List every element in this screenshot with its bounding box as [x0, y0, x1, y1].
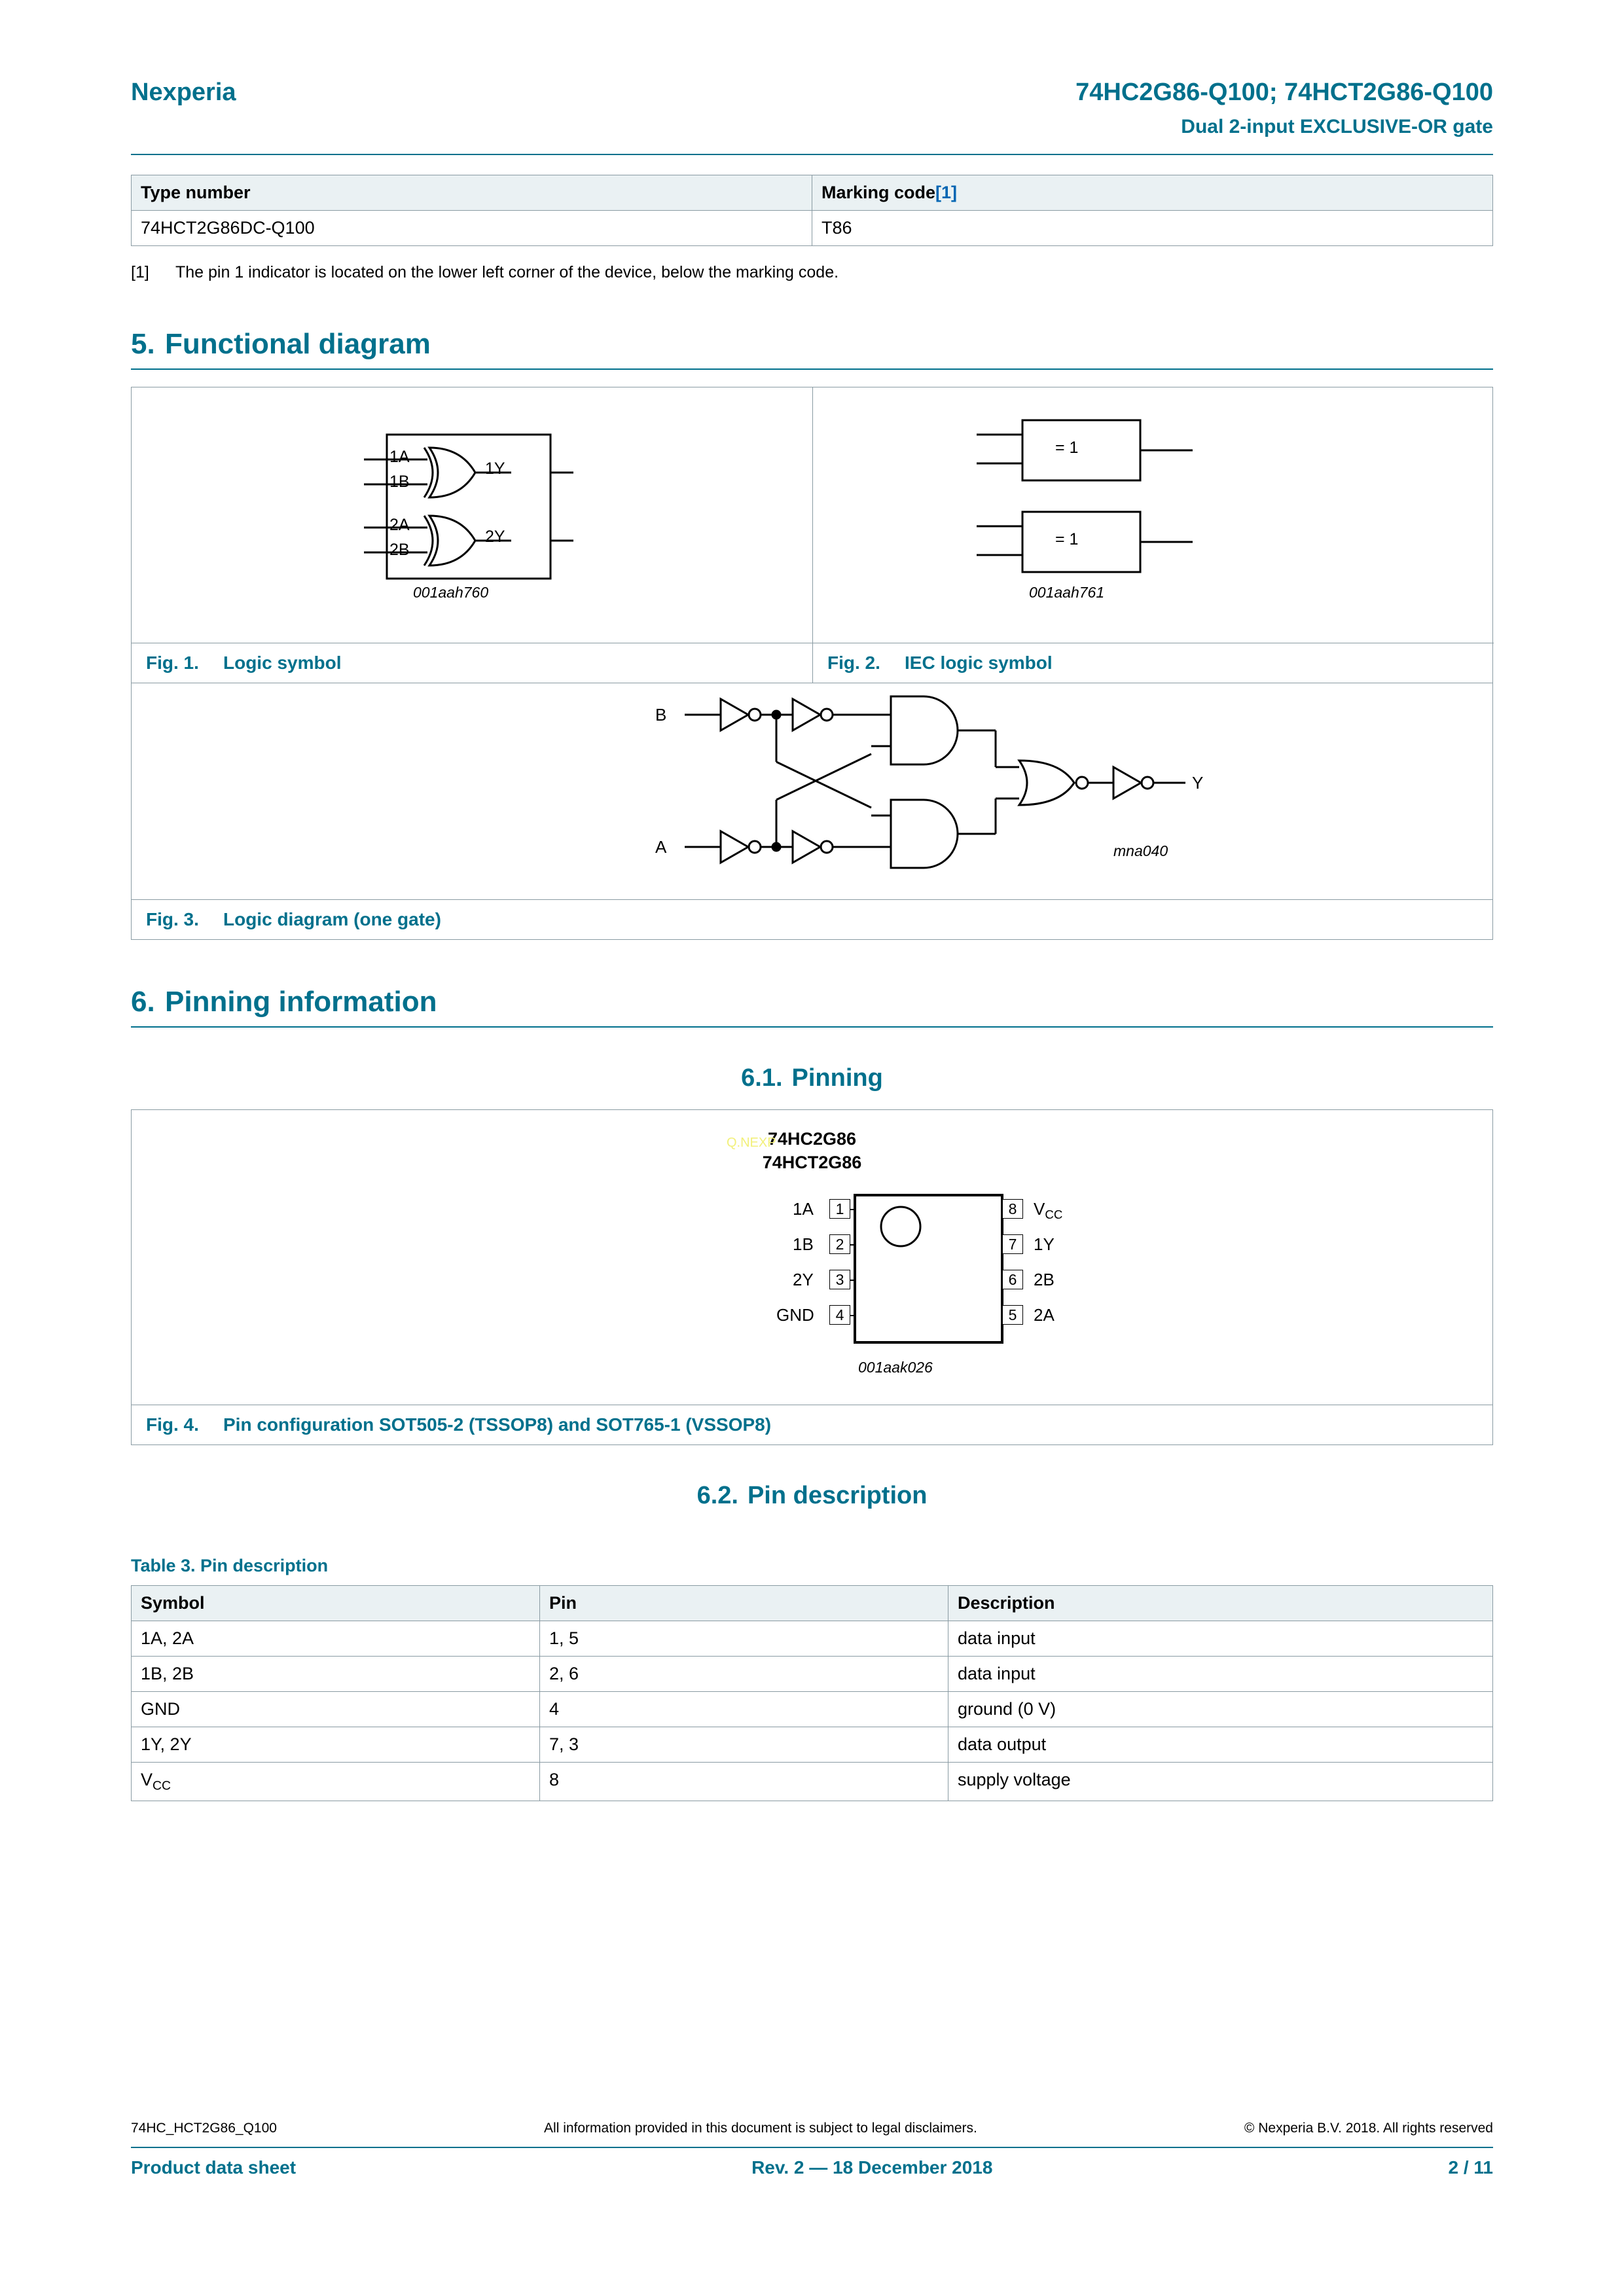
footer-copyright: © Nexperia B.V. 2018. All rights reserved	[1244, 2121, 1493, 2136]
footnote	[131, 263, 1493, 282]
figure-3-label: Fig. 3.	[146, 909, 199, 929]
package-title-line2: 74HCT2G86	[762, 1153, 862, 1173]
cell-pin: 8	[540, 1763, 948, 1801]
figure-3-art	[132, 683, 1492, 899]
pin-number-2: 2	[829, 1234, 850, 1254]
table-row	[132, 1621, 1493, 1657]
figure-2-caption	[813, 643, 1494, 683]
figure-1-artcode: 001aah760	[413, 584, 489, 601]
cell-pin: 1, 5	[540, 1621, 948, 1657]
cell-pin: 4	[540, 1692, 948, 1727]
figure-2-cell	[813, 387, 1494, 683]
pin-number-5: 5	[1002, 1305, 1023, 1325]
stray-watermark: Q.NEXP	[727, 1136, 776, 1150]
table-row	[132, 211, 1493, 246]
figure-4-caption	[132, 1405, 1492, 1444]
figure-1-pin-1a: 1A	[389, 448, 410, 466]
figure-2-art	[813, 387, 1494, 643]
pin-label-right-6: 2B	[1034, 1270, 1055, 1289]
pin-number-6: 6	[1002, 1270, 1023, 1289]
section-heading-functional-diagram	[131, 328, 1493, 370]
figure-3-cell	[132, 683, 1492, 939]
pin-number-3: 3	[829, 1270, 850, 1289]
figure-1-pin-2b: 2B	[389, 541, 410, 559]
footer-top-row	[131, 2121, 1493, 2147]
subsection-heading-pinning	[131, 1064, 1493, 1092]
pin-number-1: 1	[829, 1199, 850, 1219]
figure-1-label: Fig. 1.	[146, 653, 199, 673]
table-header-row	[132, 1586, 1493, 1621]
pin-label-right-8: $V_{CC}$	[1034, 1199, 1063, 1222]
table-3-title: Table 3. Pin description	[131, 1556, 329, 1575]
cell-symbol: 1B, 2B	[132, 1657, 540, 1692]
document-subtitle: Dual 2-input EXCLUSIVE-OR gate	[1181, 116, 1493, 137]
subsection-number-62: 6.2.	[696, 1482, 738, 1509]
document-title: 74HC2G86-Q100; 74HCT2G86-Q100	[1075, 79, 1493, 106]
page-content	[131, 79, 1493, 1801]
footer-doc-id: 74HC_HCT2G86_Q100	[131, 2121, 277, 2136]
column-header-type-number: Type number	[132, 175, 812, 211]
logic-diagram-svg	[132, 683, 1492, 899]
column-header-marking-code	[812, 175, 1493, 211]
figure-1-pin-1y: 1Y	[485, 459, 505, 478]
cell-description: data input	[948, 1657, 1493, 1692]
subsection-title-61: Pinning	[791, 1064, 883, 1092]
pin-configuration-figure-box	[131, 1109, 1493, 1445]
figure-1-caption-text: Logic symbol	[223, 653, 342, 673]
table-header-row	[132, 175, 1493, 211]
section-title-6: Pinning information	[165, 986, 437, 1018]
cell-type-number: 74HCT2G86DC-Q100	[132, 211, 812, 246]
subsection-heading-pin-description	[131, 1482, 1493, 1510]
pin-number-4: 4	[829, 1305, 850, 1325]
figure-3-caption	[132, 899, 1492, 939]
logic-symbol-svg	[132, 387, 812, 643]
figure-1-pin-2a: 2A	[389, 516, 410, 534]
pin-label-left-1: 1A	[793, 1199, 814, 1219]
figure-2-label: Fig. 2.	[827, 653, 880, 673]
vcc-subscript: CC	[1045, 1208, 1063, 1222]
pin-label-left-2: 1B	[793, 1234, 814, 1254]
brand-logo: Nexperia	[131, 79, 236, 106]
figure-3-artcode: mna040	[1113, 842, 1168, 859]
figure-4-artcode: 001aak026	[858, 1359, 933, 1376]
figure-1-cell	[132, 387, 813, 683]
pin-label-right-7: 1Y	[1034, 1234, 1055, 1254]
cell-description: data input	[948, 1621, 1493, 1657]
figure-1-pin-2y: 2Y	[485, 528, 505, 546]
section-title: Functional diagram	[165, 328, 431, 360]
cell-pin: 2, 6	[540, 1657, 948, 1692]
marking-code-label: Marking code	[821, 183, 936, 202]
column-header-symbol: Symbol	[132, 1586, 540, 1621]
subsection-number-61: 6.1.	[741, 1064, 783, 1092]
table-row	[132, 1692, 1493, 1727]
cell-description: data output	[948, 1727, 1493, 1763]
table-row	[132, 1727, 1493, 1763]
table-row	[132, 1657, 1493, 1692]
iec-logic-symbol-svg	[813, 387, 1494, 643]
package-title	[132, 1110, 1492, 1175]
pin-description-table	[131, 1585, 1493, 1801]
cell-symbol: GND	[132, 1692, 540, 1727]
figure-3-input-b: B	[655, 705, 667, 725]
pin-number-8: 8	[1002, 1199, 1023, 1219]
cell-symbol-vcc: $V_{CC}$	[132, 1763, 540, 1801]
cell-description: ground (0 V)	[948, 1692, 1493, 1727]
figure-1-caption	[132, 643, 812, 683]
column-header-description: Description	[948, 1586, 1493, 1621]
column-header-pin: Pin	[540, 1586, 948, 1621]
figure-row-top	[132, 387, 1492, 683]
section-heading-pinning-information	[131, 986, 1493, 1028]
cell-pin: 7, 3	[540, 1727, 948, 1763]
pin-label-left-4: GND	[776, 1305, 814, 1325]
document-header	[131, 79, 1493, 145]
header-divider	[131, 154, 1493, 155]
section-number-6: 6.	[131, 986, 155, 1018]
subsection-title-62: Pin description	[747, 1482, 928, 1509]
header-titles	[1075, 79, 1493, 138]
cell-marking-code: T86	[812, 211, 1493, 246]
figure-3-caption-text: Logic diagram (one gate)	[223, 909, 441, 929]
figure-3-input-a: A	[655, 837, 667, 857]
package-title-line1: 74HC2G86	[767, 1129, 857, 1149]
figure-4-label: Fig. 4.	[146, 1414, 199, 1435]
figure-4-caption-text: Pin configuration SOT505-2 (TSSOP8) and SOT765-1 (VSSOP8)	[223, 1414, 772, 1435]
footnote-text: The pin 1 indicator is located on the lower left corner of the device, below the marking code.	[175, 263, 839, 281]
figure-2-artcode: 001aah761	[1029, 584, 1105, 601]
footer-page-number: 2 / 11	[1448, 2157, 1493, 2178]
figure-2-caption-text: IEC logic symbol	[905, 653, 1053, 673]
footnote-number: [1]	[131, 263, 149, 281]
figure-1-pin-1b: 1B	[389, 473, 410, 491]
figure-2-gate-top-label: = 1	[1055, 439, 1079, 457]
figure-4-art	[132, 1110, 1492, 1405]
cell-description: supply voltage	[948, 1763, 1493, 1801]
page-footer	[131, 2121, 1493, 2178]
marking-code-table	[131, 175, 1493, 246]
cell-symbol: 1A, 2A	[132, 1621, 540, 1657]
pin-label-left-3: 2Y	[793, 1270, 814, 1289]
footer-doc-type: Product data sheet	[131, 2157, 297, 2178]
figure-2-gate-bottom-label: = 1	[1055, 530, 1079, 548]
vcc-subscript: CC	[153, 1778, 171, 1793]
pin-label-right-5: 2A	[1034, 1305, 1055, 1325]
figure-3-output-y: Y	[1192, 773, 1204, 793]
functional-diagram-figure-box	[131, 387, 1493, 940]
pin-number-7: 7	[1002, 1234, 1023, 1254]
figure-1-art	[132, 387, 812, 643]
section-number: 5.	[131, 328, 155, 360]
table-row	[132, 1763, 1493, 1801]
footnote-ref-link[interactable]: [1]	[935, 183, 958, 202]
footer-bottom-row	[131, 2148, 1493, 2178]
footer-disclaimer: All information provided in this document is subject to legal disclaimers.	[544, 2121, 977, 2136]
cell-symbol: 1Y, 2Y	[132, 1727, 540, 1763]
footer-revision: Rev. 2 — 18 December 2018	[751, 2157, 993, 2178]
